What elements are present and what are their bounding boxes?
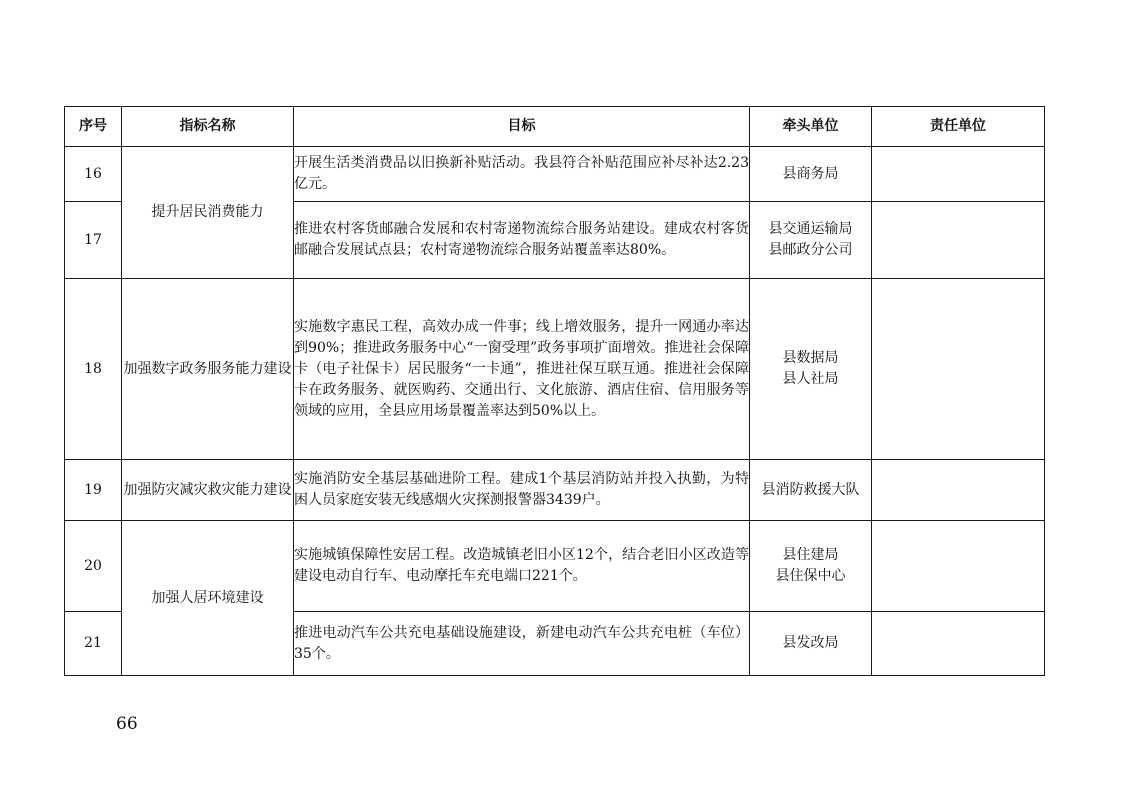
lead-unit: 县住建局 <box>782 547 839 563</box>
row-index: 19 <box>65 460 122 521</box>
header-goal: 目标 <box>294 107 750 147</box>
row-lead <box>750 147 872 202</box>
row-responsible <box>872 202 1045 279</box>
row-responsible <box>872 147 1045 202</box>
header-indicator: 指标名称 <box>122 107 294 147</box>
row-lead <box>750 202 872 279</box>
table-header-row <box>65 107 1045 147</box>
row-lead <box>750 460 872 521</box>
row-index: 20 <box>65 521 122 612</box>
row-responsible <box>872 521 1045 612</box>
row-goal: 推进农村客货邮融合发展和农村寄递物流综合服务站建设。建成农村客货邮融合发展试点县；农村寄递物流综合服务站覆盖率达80%。 <box>294 202 750 279</box>
table-row <box>65 521 1045 612</box>
lead-unit: 县住保中心 <box>775 568 846 584</box>
table-row <box>65 147 1045 202</box>
lead-unit: 县邮政分公司 <box>768 242 853 258</box>
row-goal: 实施数字惠民工程，高效办成一件事；线上增效服务，提升一网通办率达到90%；推进政务服务中心“一窗受理”政务事项扩面增效。推进社会保障卡（电子社保卡）居民服务“一卡通”，推进社保互联互通。推进社会保障卡在政务服务、就医购药、交通出行、文化旅游、酒店住宿、信用服务等领域的应用，全县应用场景覆盖率达到50%以上。 <box>294 279 750 460</box>
row-goal: 推进电动汽车公共充电基础设施建设，新建电动汽车公共充电桩（车位）35个。 <box>294 612 750 676</box>
lead-unit: 县商务局 <box>782 165 839 182</box>
indicator-name: 加强数字政务服务能力建设 <box>122 279 294 460</box>
header-lead: 牵头单位 <box>750 107 872 147</box>
lead-unit: 县交通运输局 <box>768 221 853 237</box>
indicator-name: 加强人居环境建设 <box>122 521 294 676</box>
row-goal: 实施消防安全基层基础进阶工程。建成1个基层消防站并投入执勤，为特困人员家庭安装无线感烟火灾探测报警器3439户。 <box>294 460 750 521</box>
indicator-table <box>64 106 1045 676</box>
header-index: 序号 <box>65 107 122 147</box>
row-responsible <box>872 612 1045 676</box>
indicator-name: 提升居民消费能力 <box>122 147 294 279</box>
row-lead <box>750 279 872 460</box>
row-index: 17 <box>65 202 122 279</box>
row-responsible <box>872 460 1045 521</box>
table-row <box>65 460 1045 521</box>
lead-unit: 县消防救援大队 <box>761 481 860 498</box>
indicator-name: 加强防灾减灾救灾能力建设 <box>122 460 294 521</box>
row-index: 16 <box>65 147 122 202</box>
row-lead <box>750 612 872 676</box>
lead-unit: 县人社局 <box>782 371 839 387</box>
table-row <box>65 279 1045 460</box>
row-lead <box>750 521 872 612</box>
header-responsible: 责任单位 <box>872 107 1045 147</box>
lead-unit: 县发改局 <box>782 635 839 651</box>
row-goal: 实施城镇保障性安居工程。改造城镇老旧小区12个，结合老旧小区改造等建设电动自行车、电动摩托车充电端口221个。 <box>294 521 750 612</box>
row-index: 18 <box>65 279 122 460</box>
row-responsible <box>872 279 1045 460</box>
row-goal: 开展生活类消费品以旧换新补贴活动。我县符合补贴范围应补尽补达2.23亿元。 <box>294 147 750 202</box>
page-number: 66 <box>116 714 138 734</box>
row-index: 21 <box>65 612 122 676</box>
lead-unit: 县数据局 <box>782 350 839 366</box>
